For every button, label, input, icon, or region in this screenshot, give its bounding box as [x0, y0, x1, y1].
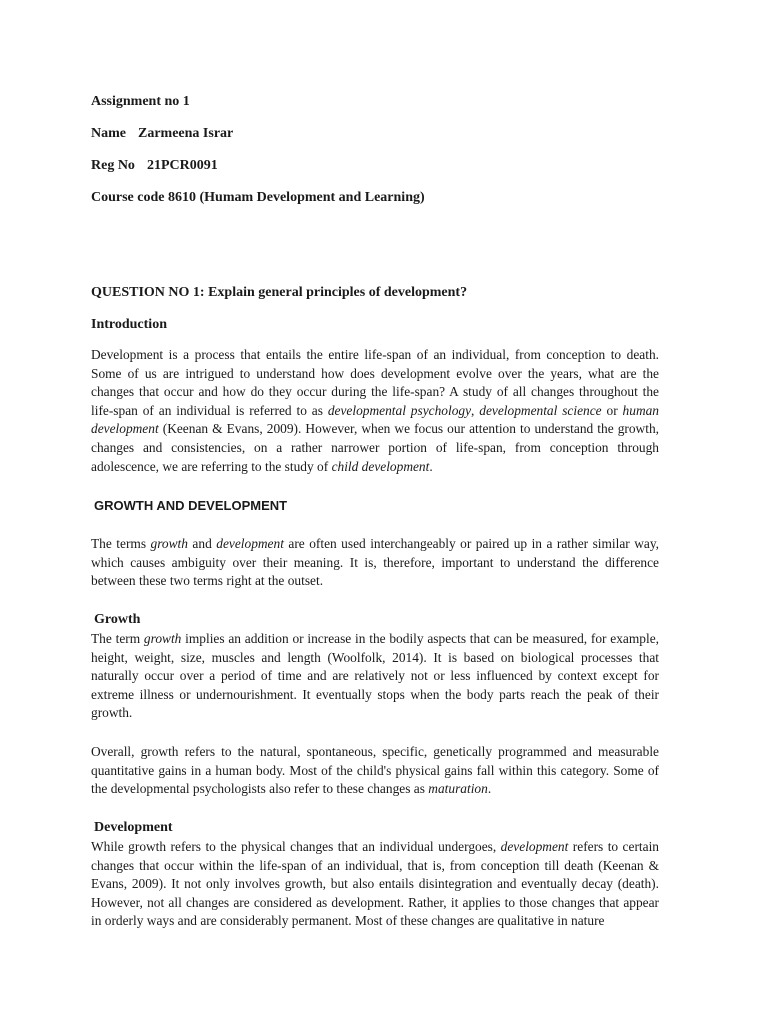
term-child-development: child development [331, 458, 430, 474]
name-value: Zarmeena Israr [138, 126, 234, 141]
growth-paragraph-2: Overall, growth refers to the natural, spontaneous, specific, genetically programmed and measurable quantitative gains in a human body. Most of the child's physical gains fall within this category. Some of the developmental psychologists also refer to these changes as maturation. [91, 744, 659, 797]
name-label: Name [91, 126, 126, 141]
growth-heading: Growth [94, 612, 141, 627]
reg-label: Reg No [91, 158, 135, 173]
reg-line [91, 157, 218, 175]
assignment-title: Assignment no 1 [91, 94, 190, 109]
development-heading: Development [94, 820, 173, 835]
term-developmental-science: developmental science [479, 402, 602, 418]
development-paragraph: While growth refers to the physical changes that an individual undergoes, development refers to certain changes that occur within the life-span of an individual, that is, from conception till death (Keenan & Evans, 2009). It not only involves growth, but also entails disintegration and eventually decay (death). However, not all changes are considered as development. Rather, it applies to those changes that appear in orderly ways and are considerably permanent. Most of these changes are qualitative in nature [91, 839, 659, 929]
growth-and-development-paragraph: The terms growth and development are often used interchangeably or paired up in a rather similar way, which causes ambiguity over their meaning. It is, therefore, important to understand the difference between these two terms right at the outset. [91, 536, 660, 589]
course-line: Course code 8610 (Humam Development and Learning) [91, 190, 425, 205]
reg-value: 21PCR0091 [146, 158, 218, 173]
term-maturation: maturation [428, 781, 488, 797]
question-heading: QUESTION NO 1: Explain general principles of development? [91, 285, 468, 300]
growth-and-development-heading: GROWTH AND DEVELOPMENT [94, 498, 288, 513]
growth-paragraph-1: The term growth implies an addition or increase in the bodily aspects that can be measured, for example, height, weight, size, muscles and length (Woolfolk, 2014). It is based on biological processes that naturally occur over a period of time and are relatively not or less influenced by context except for extreme illness or undernourishment. It eventually stops when the body parts reach the peak of their growth. [91, 631, 659, 721]
term-developmental-psychology: developmental psychology [327, 402, 472, 418]
introduction-paragraph: Development is a process that entails the entire life-span of an individual, from conception to death. Some of us are intrigued to understand how does development evolve over the years, what are the changes that occur and how do they occur during the life-span? A study of all changes throughout the life-span of an individual is referred to as developmental psychology, developmental science or human development (Keenan & Evans, 2009). However, when we focus our attention to understand the growth, changes and consistencies, on a rather narrower portion of life-span, from conception through adolescence, we are referring to the study of child development. [91, 347, 659, 474]
introduction-heading: Introduction [91, 317, 167, 332]
name-line [91, 125, 233, 143]
term-human-development: human development [91, 402, 659, 437]
